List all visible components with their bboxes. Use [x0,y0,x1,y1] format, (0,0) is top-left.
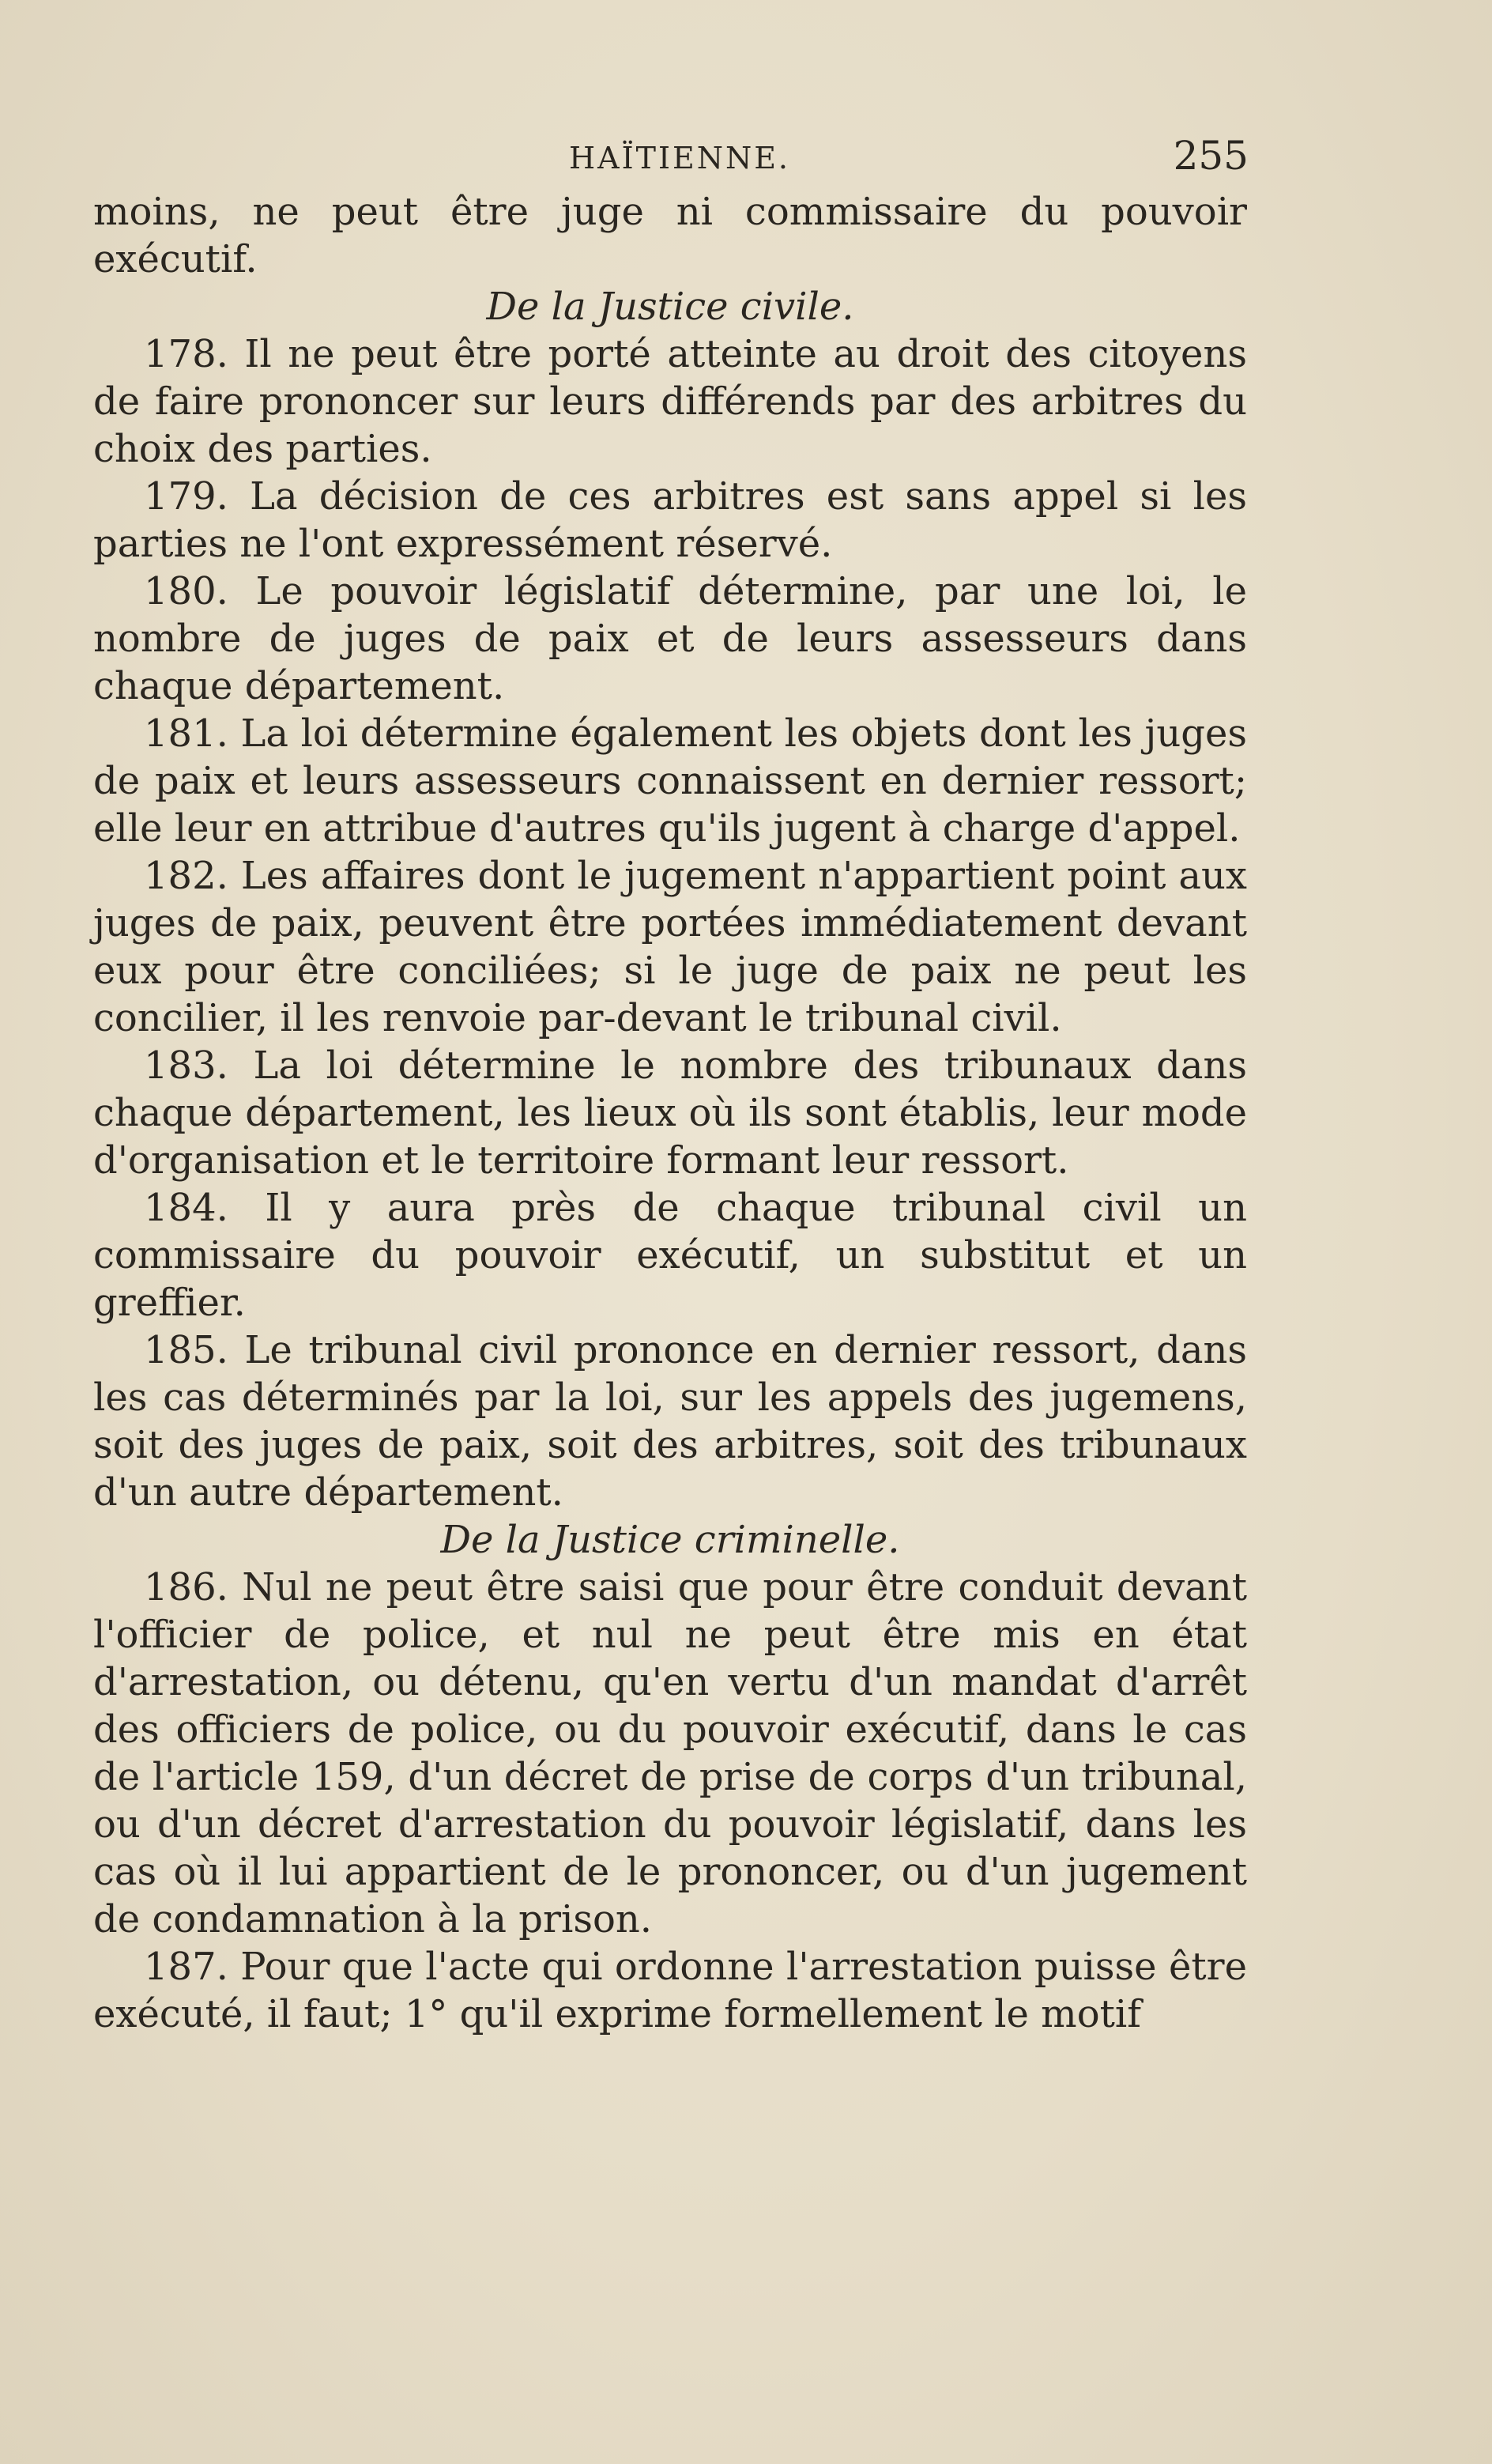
article-181: 181. La loi détermine également les objets dont les juges de paix et leurs assesseurs connaissent en dernier ressort; elle leur en attribue d'autres qu'ils jugent à charge d'appel. [93,711,1247,851]
text-block [93,133,1247,2038]
article-183: 183. La loi détermine le nombre des tribunaux dans chaque département, les lieux où ils sont établis, leur mode d'organisation et le territoire formant leur ressort. [93,1043,1247,1183]
running-head [93,133,1247,188]
carry-over-paragraph: moins, ne peut être juge ni commissaire du pouvoir exécutif. [93,190,1247,281]
article-178: 178. Il ne peut être porté atteinte au droit des citoyens de faire prononcer sur leurs différends par des arbitres du choix des parties. [93,332,1247,471]
article-186: 186. Nul ne peut être saisi que pour être conduit devant l'officier de police, et nul ne peut être mis en état d'arrestation, ou détenu, qu'en vertu d'un mandat d'arrêt des officiers de police, ou du pouvoir exécutif, dans le cas de l'article 159, d'un décret de prise de corps d'un tribunal, ou d'un décret d'arrestation du pouvoir législatif, dans les cas où il lui appartient de le prononcer, ou d'un jugement de condamnation à la prison. [93,1565,1247,1941]
article-185: 185. Le tribunal civil prononce en dernier ressort, dans les cas déterminés par la loi, sur les appels des jugemens, soit des juges de paix, soit des arbitres, soit des tribunaux d'un autre département. [93,1328,1247,1515]
article-182: 182. Les affaires dont le jugement n'appartient point aux juges de paix, peuvent être portées immédiatement devant eux pour être conciliées; si le juge de paix ne peut les concilier, il les renvoie par-devant le tribunal civil. [93,854,1247,1040]
article-180: 180. Le pouvoir législatif détermine, par une loi, le nombre de juges de paix et de leurs assesseurs dans chaque département. [93,569,1247,708]
article-184: 184. Il y aura près de chaque tribunal civil un commissaire du pouvoir exécutif, un substitut et un greffier. [93,1186,1247,1325]
article-187: 187. Pour que l'acte qui ordonne l'arrestation puisse être exécuté, il faut; 1° qu'il exprime formellement le motif [93,1945,1247,2036]
article-179: 179. La décision de ces arbitres est sans appel si les parties ne l'ont expressément réservé. [93,474,1247,566]
running-title: HAÏTIENNE. [569,141,791,175]
page-number: 255 [1173,133,1249,179]
section-heading-justice-criminelle: De la Justice criminelle. [440,1518,900,1562]
section-heading-justice-civile: De la Justice civile. [486,285,854,329]
